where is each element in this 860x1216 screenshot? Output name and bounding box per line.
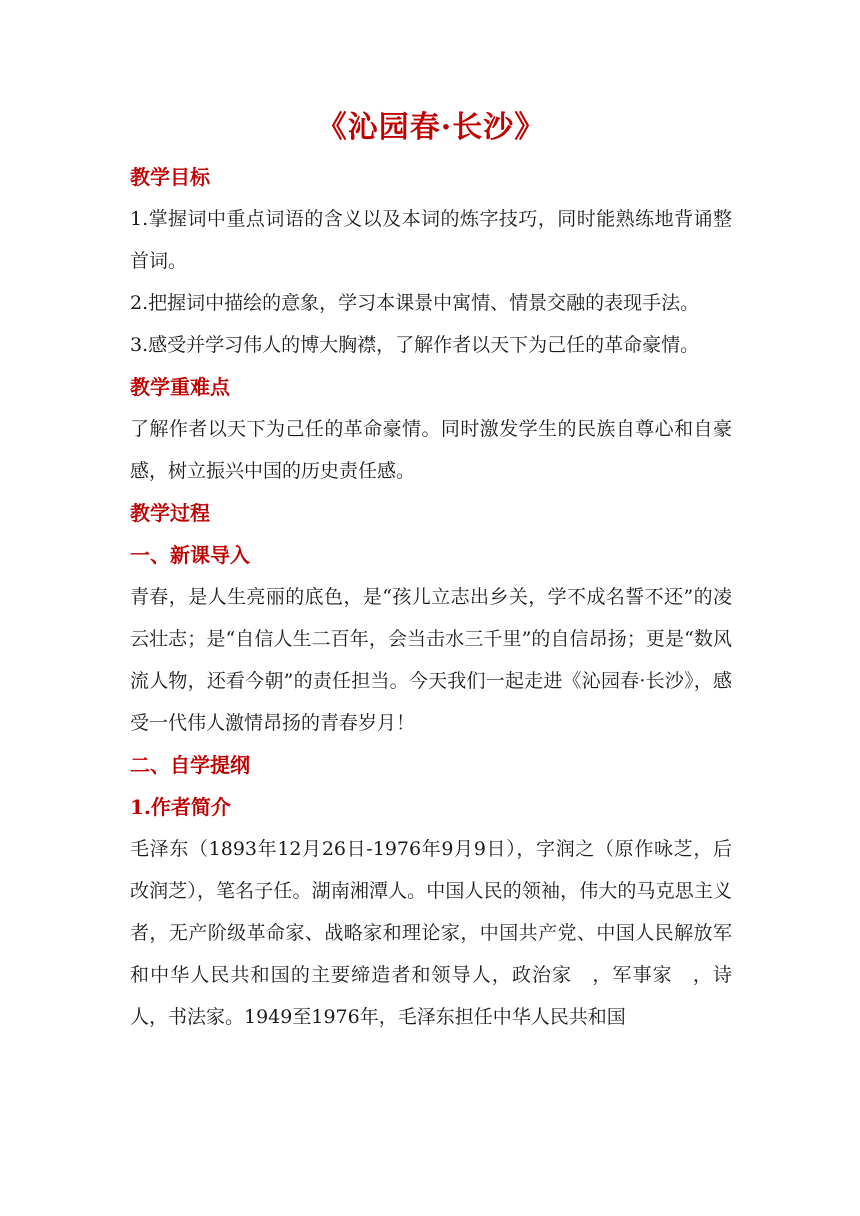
key-points-heading: 教学重难点 bbox=[130, 375, 230, 399]
goal-item-3: 3.感受并学习伟人的博大胸襟，了解作者以天下为己任的革命豪情。 bbox=[130, 334, 700, 356]
author-heading: 1.作者简介 bbox=[130, 795, 231, 819]
author-text: 毛泽东（1893年12月26日-1976年9月9日），字润之（原作咏芝，后改润芝），笔名子任。湖南湘潭人。中国人民的领袖，伟大的马克思主义者，无产阶级革命家、战略家和理论家，中国共产党、中国人民解放军和中华人民共和国的主要缔造者和领导人，政治家 ，军事家 ，诗人，书法家。1949至1976年，毛泽东担任中华人民共和国 bbox=[130, 838, 732, 1028]
self-study-heading: 二、自学提纲 bbox=[130, 753, 250, 777]
document-title: 《沁园春·长沙》 bbox=[316, 110, 546, 145]
goal-item-1: 1.掌握词中重点词语的含义以及本词的炼字技巧，同时能熟练地背诵整首词。 bbox=[130, 208, 732, 272]
intro-heading: 一、新课导入 bbox=[130, 543, 250, 567]
process-heading: 教学过程 bbox=[130, 501, 210, 525]
goal-item-2: 2.把握词中描绘的意象，学习本课景中寓情、情景交融的表现手法。 bbox=[130, 292, 700, 314]
document-page bbox=[130, 104, 732, 1038]
intro-text: 青春，是人生亮丽的底色，是“孩儿立志出乡关，学不成名誓不还”的凌云壮志；是“自信人生二百年，会当击水三千里”的自信昂扬；更是“数风流人物，还看今朝”的责任担当。今天我们一起走进《沁园春·长沙》，感受一代伟人激情昂扬的青春岁月！ bbox=[130, 586, 732, 734]
key-points-text: 了解作者以天下为己任的革命豪情。同时激发学生的民族自尊心和自豪感，树立振兴中国的历史责任感。 bbox=[130, 418, 732, 482]
goals-heading: 教学目标 bbox=[130, 165, 210, 189]
